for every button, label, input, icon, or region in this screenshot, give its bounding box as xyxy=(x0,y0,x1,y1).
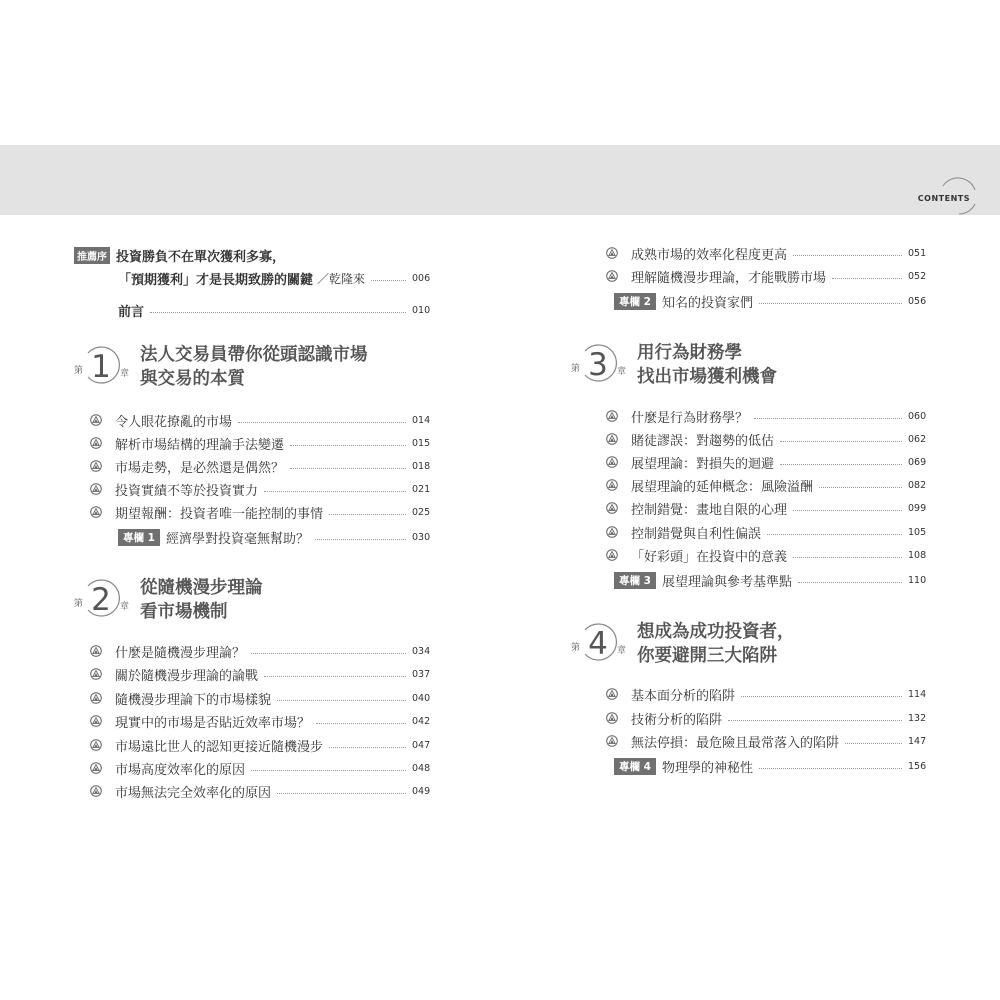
page-number: 040 xyxy=(412,692,431,704)
page-number: 147 xyxy=(908,735,927,747)
entry-title: 基本面分析的陷阱 xyxy=(631,688,736,704)
leader-dots xyxy=(798,581,902,583)
toc-entry[interactable] xyxy=(590,406,926,426)
entry-title: 「好彩頭」在投資中的意義 xyxy=(631,549,788,565)
entry-title: 展望理論的延伸概念：風險溢酬 xyxy=(631,479,814,495)
entry-title: 成熟市場的效率化程度更高 xyxy=(631,247,788,263)
triangle-in-circle-icon xyxy=(606,735,618,747)
toc-entry[interactable] xyxy=(74,410,430,430)
leader-dots xyxy=(316,722,406,724)
page-number: 082 xyxy=(908,479,927,491)
page-number: 034 xyxy=(412,645,431,657)
toc-entry[interactable] xyxy=(590,475,926,495)
toc-entry[interactable] xyxy=(590,731,926,751)
chapter-zhang: 章 xyxy=(617,367,627,377)
triangle-in-circle-icon xyxy=(90,414,102,426)
toc-entry[interactable] xyxy=(74,781,430,801)
recommend-title-line2: 「預期獲利」才是長期致勝的關鍵 xyxy=(118,272,314,288)
chapter-title-line1: 法人交易員帶你從頭認識市場 xyxy=(140,345,368,365)
page-number: 042 xyxy=(412,715,431,727)
entry-title: 控制錯覺：畫地自限的心理 xyxy=(631,502,788,518)
leader-dots xyxy=(728,719,902,721)
leader-dots xyxy=(150,311,406,313)
triangle-in-circle-icon xyxy=(90,785,102,797)
triangle-in-circle-icon xyxy=(606,456,618,468)
page-number: 010 xyxy=(412,304,431,316)
column-tag: 專欄 2 xyxy=(614,293,656,310)
triangle-in-circle-icon xyxy=(90,460,102,472)
chapter-4-title xyxy=(637,620,795,668)
entry-title: 控制錯覺與自利性偏誤 xyxy=(631,526,762,542)
chapter-number: 2 xyxy=(91,582,111,618)
triangle-in-circle-icon xyxy=(606,549,618,561)
page-number: 006 xyxy=(412,272,431,284)
page-number: 156 xyxy=(908,760,927,772)
entry-title: 令人眼花撩亂的市場 xyxy=(115,414,233,430)
entry-title: 賭徒謬誤：對趨勢的低估 xyxy=(631,433,775,449)
leader-dots xyxy=(329,513,406,515)
chapter-4-emblem xyxy=(571,622,631,672)
chapter-di: 第 xyxy=(571,364,581,374)
page-number: 051 xyxy=(908,247,927,259)
leader-dots xyxy=(793,254,902,256)
entry-title: 知名的投資家們 xyxy=(661,295,753,311)
entry-title: 市場無法完全效率化的原因 xyxy=(115,785,272,801)
entry-title: 展望理論與參考基準點 xyxy=(661,574,792,590)
page-number: 014 xyxy=(412,414,431,426)
leader-dots xyxy=(277,792,406,794)
chapter-title-line1: 從隨機漫步理論 xyxy=(140,578,263,598)
chapter-title-line2: 與交易的本質 xyxy=(140,369,245,389)
chapter-title-line2: 你要避開三大陷阱 xyxy=(637,646,777,666)
toc-entry[interactable] xyxy=(74,664,430,684)
triangle-in-circle-icon xyxy=(606,410,618,422)
page-number: 048 xyxy=(412,762,431,774)
triangle-in-circle-icon xyxy=(606,479,618,491)
triangle-in-circle-icon xyxy=(90,645,102,657)
column-tag: 專欄 4 xyxy=(614,758,656,775)
leader-dots xyxy=(767,533,902,535)
entry-title: 技術分析的陷阱 xyxy=(631,712,723,728)
triangle-in-circle-icon xyxy=(90,506,102,518)
toc-entry[interactable] xyxy=(590,429,926,449)
leader-dots xyxy=(251,652,406,654)
leader-dots xyxy=(832,277,902,279)
page-number: 062 xyxy=(908,433,927,445)
toc-entry[interactable] xyxy=(590,243,926,263)
leader-dots xyxy=(290,467,406,469)
triangle-in-circle-icon xyxy=(90,483,102,495)
toc-entry[interactable] xyxy=(74,456,430,476)
leader-dots xyxy=(741,695,902,697)
recommend-entry-line2[interactable] xyxy=(74,268,430,288)
contents-label: CONTENTS xyxy=(917,194,970,203)
recommend-tag: 推薦序 xyxy=(74,247,110,264)
leader-dots xyxy=(251,769,406,771)
leader-dots xyxy=(754,417,902,419)
chapter-di: 第 xyxy=(571,643,581,653)
chapter-zhang: 章 xyxy=(617,646,627,656)
toc-entry[interactable] xyxy=(74,688,430,708)
triangle-in-circle-icon xyxy=(90,762,102,774)
chapter-number: 1 xyxy=(91,349,111,385)
column-entry[interactable] xyxy=(74,527,430,547)
leader-dots xyxy=(238,421,406,423)
toc-entry[interactable] xyxy=(74,502,430,522)
entry-title: 展望理論：對損失的迴避 xyxy=(631,456,775,472)
leader-dots xyxy=(277,699,406,701)
chapter-di: 第 xyxy=(74,366,84,376)
entry-title: 無法停損：最危險且最常落入的陷阱 xyxy=(631,735,840,751)
entry-title: 期望報酬：投資者唯一能控制的事情 xyxy=(115,506,324,522)
toc-entry[interactable] xyxy=(74,735,430,755)
chapter-2-title xyxy=(140,576,263,624)
triangle-in-circle-icon xyxy=(606,688,618,700)
chapter-1-title xyxy=(140,343,368,391)
triangle-in-circle-icon xyxy=(90,692,102,704)
entry-title: 什麼是行為財務學？ xyxy=(631,410,749,426)
entry-title: 現實中的市場是否貼近效率市場？ xyxy=(115,715,311,731)
page-number: 052 xyxy=(908,270,927,282)
entry-title: 理解隨機漫步理論，才能戰勝市場 xyxy=(631,270,827,286)
chapter-title-line2: 找出市場獲利機會 xyxy=(637,367,777,387)
page-number: 015 xyxy=(412,437,431,449)
chapter-title-line1: 想成為成功投資者， xyxy=(637,622,795,642)
leader-dots xyxy=(329,746,406,748)
page-number: 021 xyxy=(412,483,431,495)
page-number: 132 xyxy=(908,712,927,724)
chapter-number: 4 xyxy=(588,626,608,662)
entry-title: 關於隨機漫步理論的論戰 xyxy=(115,668,259,684)
leader-dots xyxy=(780,440,902,442)
triangle-in-circle-icon xyxy=(606,270,618,282)
column-tag: 專欄 3 xyxy=(614,572,656,589)
chapter-3-emblem xyxy=(571,343,631,393)
header-band xyxy=(0,145,1000,215)
page-number: 030 xyxy=(412,531,431,543)
page-number: 105 xyxy=(908,526,927,538)
leader-dots xyxy=(793,509,902,511)
toc-entry[interactable] xyxy=(590,266,926,286)
page-number: 108 xyxy=(908,549,927,561)
toc-entry[interactable] xyxy=(74,479,430,499)
triangle-in-circle-icon xyxy=(90,739,102,751)
triangle-in-circle-icon xyxy=(90,668,102,680)
chapter-3-title xyxy=(637,341,777,389)
page-number: 025 xyxy=(412,506,431,518)
entry-title: 什麼是隨機漫步理論？ xyxy=(115,645,246,661)
entry-title: 市場遠比世人的認知更接近隨機漫步 xyxy=(115,739,324,755)
page-number: 047 xyxy=(412,739,431,751)
leader-dots xyxy=(264,675,406,677)
page-number: 018 xyxy=(412,460,431,472)
entry-title: 市場走勢，是必然還是偶然？ xyxy=(115,460,285,476)
preface-title: 前言 xyxy=(118,304,145,320)
chapter-title-line2: 看市場機制 xyxy=(140,602,228,622)
column-entry[interactable] xyxy=(590,570,926,590)
entry-title: 物理學的神秘性 xyxy=(661,760,753,776)
triangle-in-circle-icon xyxy=(606,712,618,724)
toc-entry[interactable] xyxy=(590,684,926,704)
page-number: 049 xyxy=(412,785,431,797)
toc-entry[interactable] xyxy=(74,711,430,731)
column-entry[interactable] xyxy=(590,291,926,311)
leader-dots xyxy=(315,538,406,540)
entry-title: 投資實績不等於投資實力 xyxy=(115,483,259,499)
leader-dots xyxy=(793,556,902,558)
page-number: 056 xyxy=(908,295,927,307)
leader-dots xyxy=(759,302,902,304)
preface-entry[interactable] xyxy=(74,300,430,320)
triangle-in-circle-icon xyxy=(606,502,618,514)
column-tag: 專欄 1 xyxy=(118,529,160,546)
triangle-in-circle-icon xyxy=(606,247,618,259)
page-number: 037 xyxy=(412,668,431,680)
page-number: 099 xyxy=(908,502,927,514)
entry-title: 解析市場結構的理論手法變遷 xyxy=(115,437,285,453)
triangle-in-circle-icon xyxy=(606,433,618,445)
recommend-title-line1: 投資勝負不在單次獲利多寡， xyxy=(116,249,286,265)
toc-entry[interactable] xyxy=(590,708,926,728)
page-number: 060 xyxy=(908,410,927,422)
chapter-2-emblem xyxy=(74,578,134,628)
recommend-author-sep: ／ xyxy=(317,271,330,286)
toc-entry[interactable] xyxy=(590,452,926,472)
triangle-in-circle-icon xyxy=(90,437,102,449)
triangle-in-circle-icon xyxy=(606,526,618,538)
toc-entry[interactable] xyxy=(590,498,926,518)
chapter-di: 第 xyxy=(74,599,84,609)
leader-dots xyxy=(759,767,902,769)
toc-entry[interactable] xyxy=(74,758,430,778)
chapter-1-emblem xyxy=(74,345,134,395)
entry-title: 經濟學對投資毫無幫助？ xyxy=(165,531,309,547)
toc-entry[interactable] xyxy=(590,522,926,542)
page-number: 110 xyxy=(908,574,927,586)
page-number: 114 xyxy=(908,688,927,700)
column-entry[interactable] xyxy=(590,756,926,776)
chapter-number: 3 xyxy=(588,347,608,383)
triangle-in-circle-icon xyxy=(90,715,102,727)
leader-dots xyxy=(845,742,902,744)
leader-dots xyxy=(819,486,902,488)
leader-dots xyxy=(290,444,406,446)
toc-entry[interactable] xyxy=(590,545,926,565)
recommend-entry-line1[interactable] xyxy=(74,245,430,265)
entry-title: 市場高度效率化的原因 xyxy=(115,762,246,778)
chapter-title-line1: 用行為財務學 xyxy=(637,343,742,363)
chapter-zhang: 章 xyxy=(120,369,130,379)
leader-dots xyxy=(264,490,406,492)
chapter-zhang: 章 xyxy=(120,602,130,612)
page-number: 069 xyxy=(908,456,927,468)
toc-entry[interactable] xyxy=(74,433,430,453)
leader-dots xyxy=(780,463,902,465)
toc-entry[interactable] xyxy=(74,641,430,661)
entry-title: 隨機漫步理論下的市場樣貌 xyxy=(115,692,272,708)
recommend-author: 乾隆來 xyxy=(329,271,366,286)
leader-dots xyxy=(371,279,406,281)
